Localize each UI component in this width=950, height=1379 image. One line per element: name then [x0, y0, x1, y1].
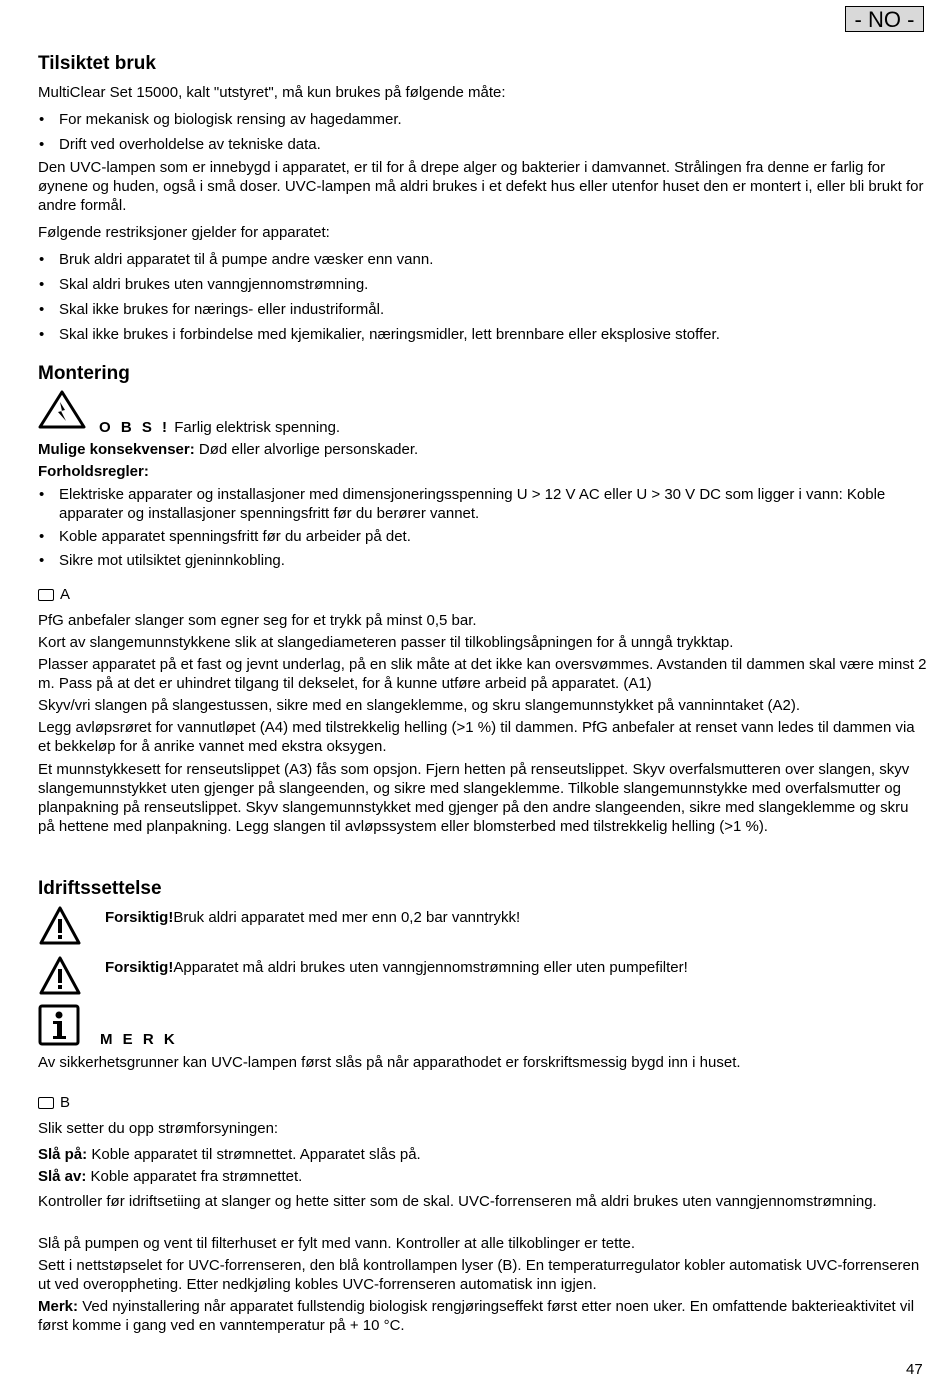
restriction-item: • Skal aldri brukes uten vanngjennomstrømning. [38, 275, 928, 294]
merk-label: Merk: [38, 1298, 79, 1315]
check-paragraph: Kontroller før idriftsetiing at slanger og hette sitter som de skal. UVC-forrenseren må aldri brukes uten vanngjennomstrømning. [38, 1193, 877, 1210]
figure-ref-label: B [60, 1094, 71, 1111]
measure-item: • Sikre mot utilsiktet gjeninnkobling. [38, 551, 928, 570]
measure-item: • Elektriske apparater og installasjoner med dimensjoneringsspenning U > 12 V AC eller U > 30 V DC som ligger i vann: Koble apparater og installasjoner spenningsfritt før du berører vannet. [38, 485, 928, 523]
restrictions-intro: Følgende restriksjoner gjelder for apparatet: [38, 224, 330, 241]
mounting-paragraph: Plasser apparatet på et fast og jevnt underlag, på en slik måte at det ikke kan oversvømmes. Avstanden til dammen skal være minst 2 m. Pass på at det er uhindret tilgang til dekselet, for å kunne utføre arbeid på apparatet. (A1) [38, 656, 927, 692]
measure-item: • Koble apparatet spenningsfritt før du arbeider på det. [38, 527, 928, 546]
caution-2-text: Apparatet må aldri brukes uten vanngjennomstrømning eller uten pumpefilter! [173, 959, 688, 976]
uvc-paragraph: Den UVC-lampen som er innebygd i apparatet, er til for å drepe alger og bakterier i damvannet. Strålingen fra denne er farlig for øynene og huden, også i små doser. UVC-lampen må aldri brukes i et defekt hus eller utenfor huset den er montert i, eller bli brukt for andre formål. [38, 159, 924, 214]
switch-on-label: Slå på: [38, 1146, 88, 1163]
mounting-paragraph: Kort av slangemunnstykkene slik at slangediameteren passer til tilkoblingsåpningen for å unngå trykktap. [38, 634, 734, 651]
switch-on-line [38, 1145, 928, 1164]
info-icon [38, 1004, 82, 1046]
mounting-paragraph: PfG anbefaler slanger som egner seg for et trykk på minst 0,5 bar. [38, 612, 477, 629]
warning-icon [38, 905, 82, 947]
mounting-paragraph: Skyv/vri slangen på slangestussen, sikre med en slangeklemme, og skru slangemunnstykket på vanninntaket (A2). [38, 697, 801, 714]
switch-off-line [38, 1167, 928, 1186]
power-intro: Slik setter du opp strømforsyningen: [38, 1120, 279, 1137]
figure-box-icon [38, 589, 54, 601]
warning-icon [38, 955, 82, 997]
consequences-line [38, 440, 928, 459]
restriction-item: • Bruk aldri apparatet til å pumpe andre væsker enn vann. [38, 250, 928, 269]
heading-commissioning: Idriftssettelse [38, 878, 162, 899]
switch-off-label: Slå av: [38, 1168, 87, 1185]
merk-paragraph [38, 1297, 928, 1335]
figure-box-icon [38, 1097, 54, 1109]
obs-text: Farlig elektrisk spenning. [174, 419, 341, 436]
electric-hazard-icon [38, 390, 86, 430]
caution-1-label: Forsiktig! [105, 909, 174, 926]
note-label: M E R K [100, 1031, 178, 1048]
obs-line [99, 418, 919, 437]
caution-1 [105, 908, 925, 927]
consequences-label: Mulige konsekvenser: [38, 441, 195, 458]
switch-on-text: Koble apparatet til strømnettet. Apparatet slås på. [91, 1146, 421, 1163]
mounting-paragraph: Et munnstykkesett for renseutslippet (A3) fås som opsjon. Fjern hetten på renseutslippet. Skyv overfalsmutteren over slangen, skyv slangemunnstykket uten gjenger på slangeenden, og sikre med slangeklemme. Tilkoble slangemunnstykke med overfalsmutter og planpakning på renseutslippet. Skyv slangemunnstykket med gjenger på den andre slangeenden, sikre med slangeklemme og skru på hettene med planpakning. Legg slangen til avløpssystem eller blomsterbed med tilstrekkelig helling (>1 %). [38, 761, 910, 835]
page-number: 47 [906, 1361, 923, 1378]
use-item: • Drift ved overholdelse av tekniske data. [38, 135, 928, 154]
consequences-text: Død eller alvorlige personskader. [198, 441, 419, 458]
language-badge: - NO - [845, 6, 924, 32]
figure-ref-a [38, 585, 70, 604]
intended-use-intro: MultiClear Set 15000, kalt "utstyret", må kun brukes på følgende måte: [38, 84, 506, 101]
caution-1-text: Bruk aldri apparatet med mer enn 0,2 bar vanntrykk! [173, 909, 521, 926]
figure-ref-label: A [60, 586, 71, 603]
note-text: Av sikkerhetsgrunner kan UVC-lampen først slås på når apparathodet er forskriftsmessig bygd inn i huset. [38, 1054, 741, 1071]
caution-2-label: Forsiktig! [105, 959, 174, 976]
heading-intended-use: Tilsiktet bruk [38, 53, 156, 74]
caution-2 [105, 958, 925, 977]
measures-label: Forholdsregler: [38, 463, 149, 480]
restriction-item: • Skal ikke brukes for nærings- eller industriformål. [38, 300, 928, 319]
heading-mounting: Montering [38, 363, 130, 384]
use-item: • For mekanisk og biologisk rensing av hagedammer. [38, 110, 928, 129]
restriction-item: • Skal ikke brukes i forbindelse med kjemikalier, næringsmidler, lett brennbare eller eksplosive stoffer. [38, 325, 928, 344]
pump-paragraph: Slå på pumpen og vent til filterhuset er fylt med vann. Kontroller at alle tilkoblinger er tette. [38, 1235, 635, 1252]
merk-text: Ved nyinstallering når apparatet fullstendig biologisk rengjøringseffekt først etter noen uker. En omfattende bakterieaktivitet vil først komme i gang ved en vanntemperatur på + 10 °C. [38, 1298, 915, 1334]
mounting-paragraph: Legg avløpsrøret for vannutløpet (A4) med tilstrekkelig helling (>1 %) til dammen. PfG anbefaler at renset vann ledes til dammen via et bekkeløp for å anrike vannet med ekstra oksygen. [38, 719, 915, 755]
switch-off-text: Koble apparatet fra strømnettet. [90, 1168, 303, 1185]
obs-label: O B S ! [99, 419, 171, 436]
plug-paragraph: Sett i nettstøpselet for UVC-forrenseren, den blå kontrollampen lyser (B). En temperaturregulator kobler automatisk UVC-forrenseren ut ved overoppheting. Etter nedkjøling kobles UVC-forrenseren automatisk inn igjen. [38, 1257, 920, 1293]
figure-ref-b [38, 1093, 70, 1112]
